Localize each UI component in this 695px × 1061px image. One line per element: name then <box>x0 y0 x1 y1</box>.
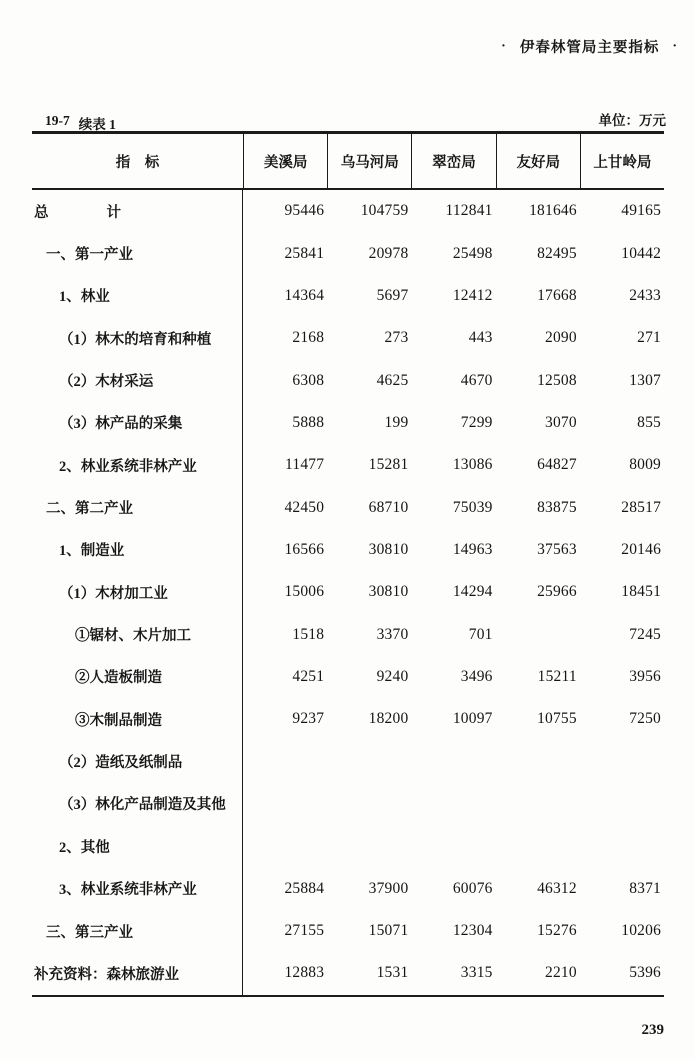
row-value: 75039 <box>452 498 493 516</box>
row-label: ①锯材、木片加工 <box>32 613 243 655</box>
row-value: 60076 <box>452 879 493 897</box>
row-value: 95446 <box>284 202 325 220</box>
row-value: 104759 <box>360 202 409 220</box>
row-value: 25498 <box>452 244 493 262</box>
row-value: 64827 <box>537 456 577 474</box>
bureau-column-header: 上甘岭局 <box>580 134 664 188</box>
row-label: （2）造纸及纸制品 <box>32 740 243 782</box>
row-value: 68710 <box>368 498 409 516</box>
row-value: 271 <box>637 329 662 347</box>
row-value: 1307 <box>629 371 662 389</box>
row-value: 27155 <box>284 922 325 940</box>
row-label: 二、第二产业 <box>32 486 243 528</box>
table-row <box>32 825 664 867</box>
row-label: 2、其他 <box>32 825 243 867</box>
row-value: 199 <box>384 413 409 431</box>
row-value: 443 <box>468 329 493 347</box>
row-value: 9240 <box>376 667 409 685</box>
table-row <box>32 868 664 910</box>
page-number: 239 <box>641 1022 664 1038</box>
row-value: 12304 <box>452 922 493 940</box>
table-row <box>32 613 664 655</box>
row-value: 12412 <box>452 286 493 304</box>
row-value: 112841 <box>445 202 493 220</box>
table-row <box>32 656 664 698</box>
row-label: 补充资料：森林旅游业 <box>32 952 243 994</box>
table-row <box>32 698 664 740</box>
running-head-left-dot: · <box>501 38 507 54</box>
row-value: 7250 <box>629 710 662 728</box>
table-meta-row <box>45 109 666 133</box>
row-value: 3956 <box>629 667 662 685</box>
row-value: 5888 <box>292 413 325 431</box>
row-value: 30810 <box>368 583 409 601</box>
row-value: 15006 <box>284 583 325 601</box>
row-value: 15071 <box>368 922 409 940</box>
table-number: 19-7 <box>45 113 70 128</box>
row-label: （3）林产品的采集 <box>32 402 243 444</box>
row-value: 18451 <box>621 583 662 601</box>
row-value: 46312 <box>537 879 577 897</box>
row-value: 5697 <box>376 286 409 304</box>
unit-label: 单位：万元 <box>598 113 666 128</box>
row-label: 一、第一产业 <box>32 232 243 274</box>
running-head-right-dot: · <box>672 38 678 54</box>
statistics-table <box>32 131 664 997</box>
table-body <box>32 190 664 997</box>
table-row <box>32 529 664 571</box>
row-value: 14963 <box>452 540 493 558</box>
row-value: 4625 <box>376 371 409 389</box>
row-label: （1）木材加工业 <box>32 571 243 613</box>
row-value: 18200 <box>368 710 409 728</box>
row-value: 16566 <box>284 540 325 558</box>
bureau-column-header: 美溪局 <box>243 134 327 188</box>
row-value: 8009 <box>629 456 662 474</box>
bureau-column-header: 友好局 <box>496 134 580 188</box>
row-value: 2210 <box>545 964 577 982</box>
row-value: 25966 <box>537 583 577 601</box>
running-head-title: 伊春林管局主要指标 <box>519 40 660 56</box>
row-value: 2168 <box>292 329 325 347</box>
row-label: 1、制造业 <box>32 529 243 571</box>
table-row <box>32 952 664 994</box>
row-label: ②人造板制造 <box>32 656 243 698</box>
row-value: 8371 <box>629 879 662 897</box>
table-row <box>32 275 664 317</box>
row-value: 15276 <box>537 922 577 940</box>
row-value: 9237 <box>292 710 325 728</box>
row-value: 4251 <box>292 667 325 685</box>
row-value: 5396 <box>629 964 662 982</box>
row-value: 14294 <box>452 583 493 601</box>
row-value: 25841 <box>284 244 325 262</box>
table-row <box>32 402 664 444</box>
row-value: 20978 <box>368 244 409 262</box>
table-row <box>32 783 664 825</box>
row-value: 3315 <box>460 964 493 982</box>
row-value: 6308 <box>292 371 325 389</box>
row-value: 2433 <box>629 286 662 304</box>
row-value: 25884 <box>284 879 325 897</box>
table-row <box>32 910 664 952</box>
row-value: 1531 <box>376 964 409 982</box>
row-label: （1）林木的培育和种植 <box>32 317 243 359</box>
row-value: 10097 <box>452 710 493 728</box>
row-value: 3370 <box>376 625 409 643</box>
table-row <box>32 571 664 613</box>
row-value: 12508 <box>537 371 577 389</box>
row-value: 37563 <box>537 540 577 558</box>
row-value: 10206 <box>621 922 662 940</box>
row-value: 2090 <box>545 329 577 347</box>
row-value: 181646 <box>529 202 577 220</box>
table-row <box>32 444 664 486</box>
row-value: 28517 <box>621 498 662 516</box>
row-value: 10755 <box>537 710 577 728</box>
table-row <box>32 359 664 401</box>
row-value: 14364 <box>284 286 325 304</box>
row-value: 15281 <box>368 456 409 474</box>
row-value: 7299 <box>460 413 493 431</box>
row-label: 总 计 <box>32 190 243 232</box>
row-value: 1518 <box>292 625 325 643</box>
table-row <box>32 740 664 782</box>
table-continuation-label: 续表 1 <box>78 117 116 132</box>
table-row <box>32 232 664 274</box>
table-row <box>32 190 664 232</box>
row-label: 三、第三产业 <box>32 910 243 952</box>
row-value: 13086 <box>452 456 493 474</box>
row-value: 37900 <box>368 879 409 897</box>
row-value: 42450 <box>284 498 325 516</box>
running-head <box>501 36 678 57</box>
row-label: （2）木材采运 <box>32 359 243 401</box>
row-label: 3、林业系统非林产业 <box>32 868 243 910</box>
bureau-column-header: 乌马河局 <box>327 134 411 188</box>
row-value: 701 <box>468 625 493 643</box>
row-value: 49165 <box>621 202 662 220</box>
table-row <box>32 486 664 528</box>
table-caption <box>45 113 116 133</box>
row-value: 30810 <box>368 540 409 558</box>
row-value: 3070 <box>545 413 577 431</box>
row-label: ③木制品制造 <box>32 698 243 740</box>
row-value: 855 <box>637 413 662 431</box>
bureau-column-header: 翠峦局 <box>411 134 495 188</box>
row-value: 82495 <box>537 244 577 262</box>
row-value: 83875 <box>537 498 577 516</box>
indicator-column-header: 指 标 <box>115 154 160 171</box>
row-value: 7245 <box>629 625 662 643</box>
row-value: 4670 <box>460 371 493 389</box>
table-header-row <box>32 131 664 190</box>
row-value: 11477 <box>285 456 325 474</box>
row-value: 20146 <box>621 540 662 558</box>
row-value: 10442 <box>621 244 662 262</box>
row-value: 273 <box>384 329 409 347</box>
table-row <box>32 317 664 359</box>
row-label: 1、林业 <box>32 275 243 317</box>
row-label: 2、林业系统非林产业 <box>32 444 243 486</box>
row-value: 15211 <box>537 667 577 685</box>
row-value: 3496 <box>460 667 493 685</box>
row-value: 12883 <box>284 964 325 982</box>
row-value: 17668 <box>537 286 577 304</box>
row-label: （3）林化产品制造及其他 <box>32 783 243 825</box>
